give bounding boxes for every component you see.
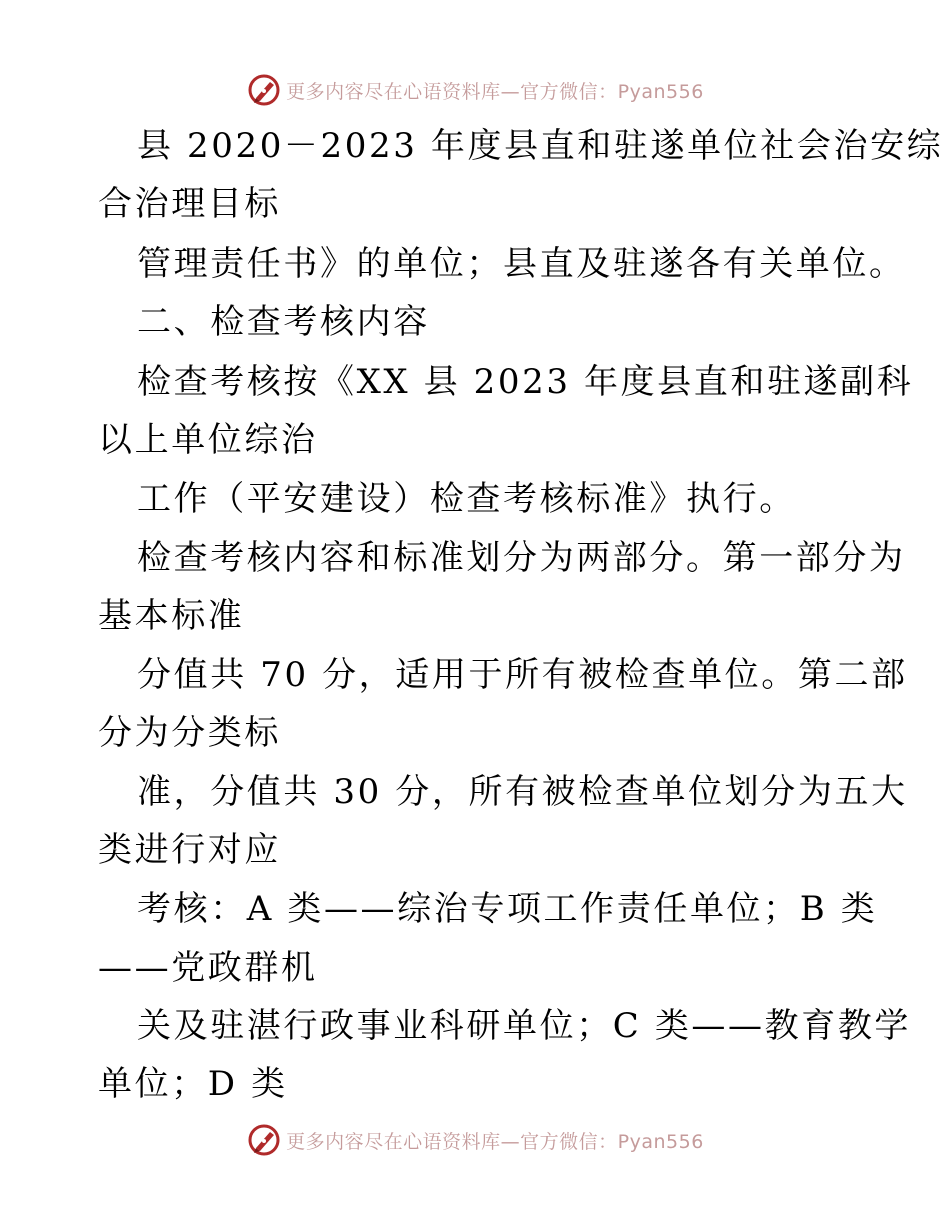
text-line: ——党政群机 [98,948,318,988]
section-heading: 二、检查考核内容 [137,302,430,342]
text-line: 关及驻湛行政事业科研单位；C 类——教育教学 [137,1006,912,1046]
text-line: 以上单位综治 [98,420,318,460]
text-line: 管理责任书》的单位；县直及驻遂各有关单位。 [137,244,906,284]
watermark-text: 更多内容尽在心语资料库—官方微信：Pyan556 [286,1130,704,1153]
text-line: 检查考核内容和标准划分为两部分。第一部分为 [137,538,906,578]
text-line: 考核：A 类——综治专项工作责任单位；B 类 [137,889,878,929]
text-line: 准，分值共 30 分，所有被检查单位划分为五大 [137,772,908,812]
text-line: 基本标准 [98,596,245,636]
bottom-watermark-banner [0,1120,950,1160]
pen-circle-logo-icon [246,1122,282,1158]
text-line: 分为分类标 [98,713,281,753]
text-line: 合治理目标 [98,184,281,224]
text-line: 县 2020－2023 年度县直和驻遂单位社会治安综 [137,126,944,166]
top-watermark-banner [0,70,950,110]
text-line: 分值共 70 分，适用于所有被检查单位。第二部 [137,655,908,695]
watermark-text: 更多内容尽在心语资料库—官方微信：Pyan556 [286,80,704,103]
text-line: 检查考核按《XX 县 2023 年度县直和驻遂副科 [137,362,914,402]
text-line: 工作（平安建设）检查考核标准》执行。 [137,479,796,519]
text-line: 类进行对应 [98,830,281,870]
pen-circle-logo-icon [246,72,282,108]
text-line: 单位；D 类 [98,1064,288,1104]
